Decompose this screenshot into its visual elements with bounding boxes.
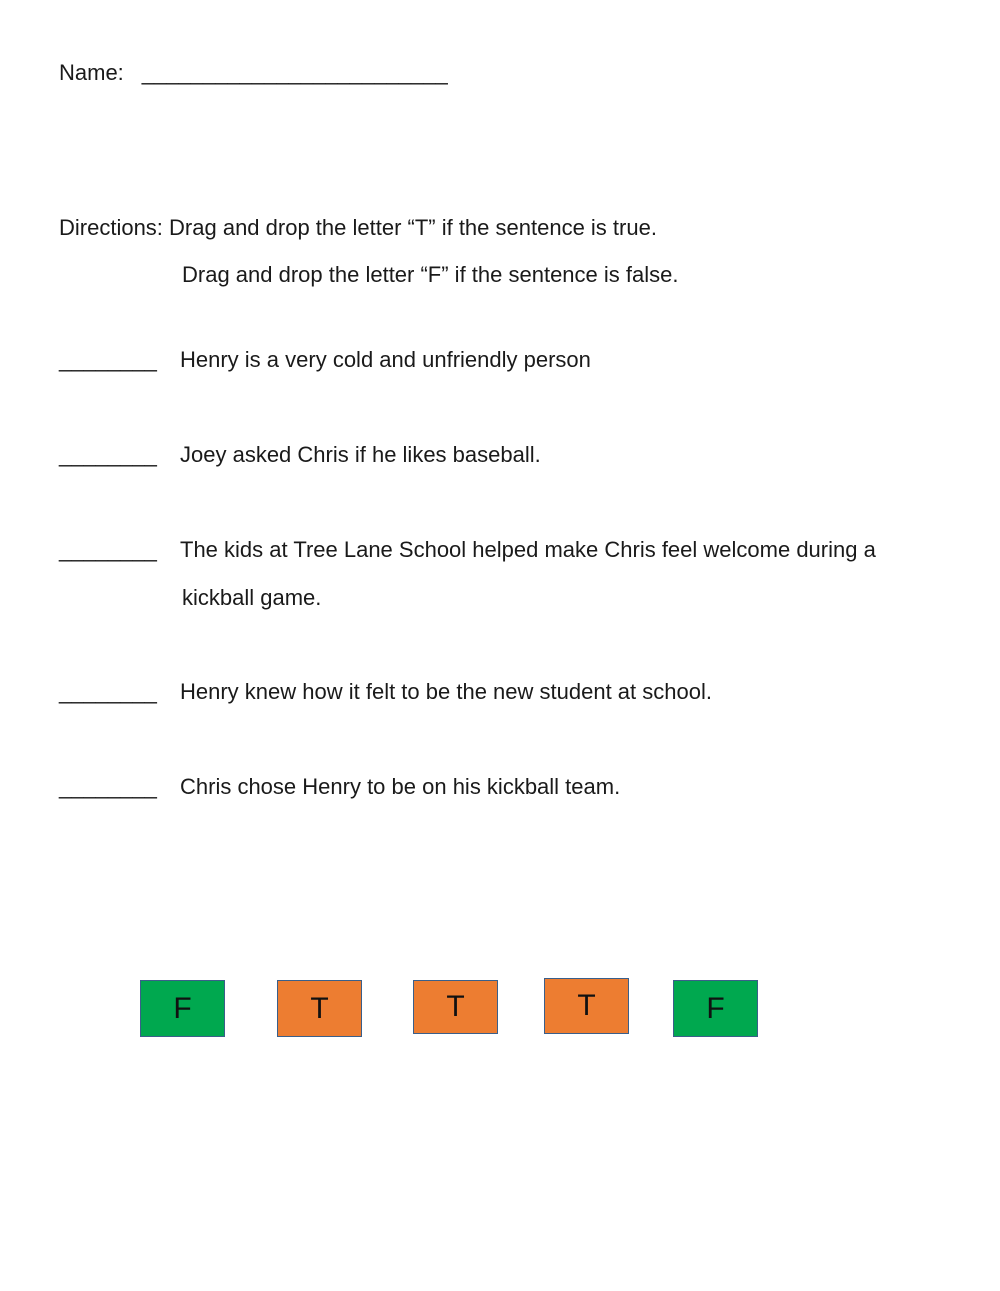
drag-tile-4[interactable]: T <box>544 978 629 1034</box>
answer-drop-zone-4[interactable]: ________ <box>59 679 157 704</box>
drag-tile-3[interactable]: T <box>413 980 498 1034</box>
question-text-1: Henry is a very cold and unfriendly person <box>180 347 591 372</box>
answer-drop-zone-1[interactable]: ________ <box>59 347 157 372</box>
drag-tile-1[interactable]: F <box>140 980 225 1037</box>
name-label: Name: <box>59 60 124 85</box>
question-text-3-continued: kickball game. <box>182 585 322 610</box>
answer-drop-zone-2[interactable]: ________ <box>59 442 157 467</box>
question-2 <box>59 431 939 479</box>
name-row <box>59 60 448 86</box>
question-text-5: Chris chose Henry to be on his kickball team. <box>180 774 621 799</box>
question-text-2: Joey asked Chris if he likes baseball. <box>180 442 541 467</box>
question-4 <box>59 668 939 716</box>
directions-line-true: Directions: Drag and drop the letter “T” if the sentence is true. <box>59 215 657 240</box>
answer-drop-zone-3[interactable]: ________ <box>59 537 157 562</box>
drag-tile-5[interactable]: F <box>673 980 758 1037</box>
question-text-4: Henry knew how it felt to be the new student at school. <box>180 679 712 704</box>
name-blank[interactable]: _________________________ <box>141 60 448 85</box>
question-5 <box>59 763 939 811</box>
question-text-3: The kids at Tree Lane School helped make Chris feel welcome during a <box>180 537 876 562</box>
question-1 <box>59 336 939 384</box>
question-3 <box>59 526 939 622</box>
directions-line-false: Drag and drop the letter “F” if the sentence is false. <box>182 262 679 287</box>
drag-tile-2[interactable]: T <box>277 980 362 1037</box>
directions <box>59 204 678 298</box>
answer-drop-zone-5[interactable]: ________ <box>59 774 157 799</box>
